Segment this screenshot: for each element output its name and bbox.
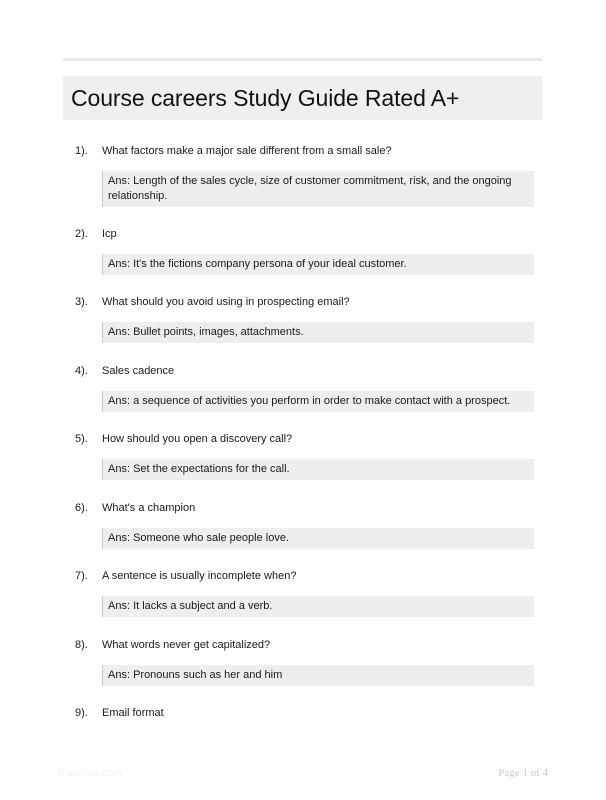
question-text: Email format (102, 707, 164, 719)
question-text: What should you avoid using in prospecting email? (102, 296, 350, 308)
answer-box: Ans: a sequence of activities you perform in order to make contact with a prospect. (102, 391, 534, 412)
question-number: 1). (75, 145, 88, 157)
page-indicator: Page 1 of 4 (498, 767, 548, 779)
question-number: 6). (75, 502, 88, 514)
question-text: What words never get capitalized? (102, 639, 271, 651)
top-divider (63, 58, 543, 61)
question-number: 2). (75, 228, 88, 240)
question-number: 3). (75, 296, 88, 308)
question-text: What's a champion (102, 502, 196, 514)
question-number: 8). (75, 639, 88, 651)
title-banner (63, 76, 543, 120)
question-text: How should you open a discovery call? (102, 433, 293, 445)
question-text: Icp (102, 228, 117, 240)
watermark-text: Paperlibs.com (58, 768, 122, 779)
answer-box: Ans: Length of the sales cycle, size of customer commitment, risk, and the ongoing relationship. (102, 171, 534, 207)
answer-box: Ans: It lacks a subject and a verb. (102, 596, 534, 617)
question-number: 4). (75, 365, 88, 377)
answer-box: Ans: Set the expectations for the call. (102, 459, 534, 480)
question-number: 5). (75, 433, 88, 445)
question-text: What factors make a major sale different from a small sale? (102, 145, 392, 157)
question-text: Sales cadence (102, 365, 175, 377)
answer-box: Ans: Someone who sale people love. (102, 528, 534, 549)
answer-box: Ans: Bullet points, images, attachments. (102, 322, 534, 343)
question-text: A sentence is usually incomplete when? (102, 570, 297, 582)
answer-box: Ans: Pronouns such as her and him (102, 665, 534, 686)
question-number: 7). (75, 570, 88, 582)
question-number: 9). (75, 707, 88, 719)
answer-box: Ans: It's the fictions company persona of your ideal customer. (102, 254, 534, 275)
document-title: Course careers Study Guide Rated A+ (71, 85, 460, 111)
